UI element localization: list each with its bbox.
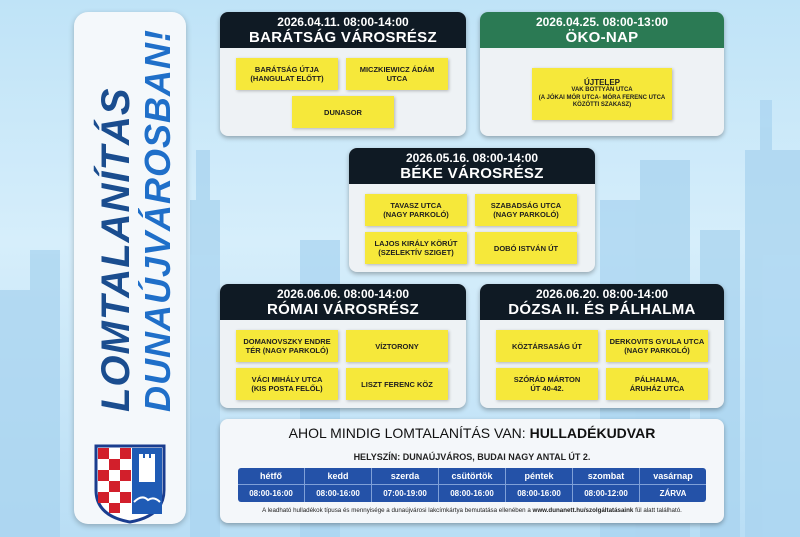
location-note: TAVASZ UTCA (NAGY PARKOLÓ): [365, 194, 467, 226]
location-note: VÍZTORONY: [346, 330, 448, 362]
event-card-dozsa-palhalma: [480, 284, 724, 408]
event-header: [480, 284, 724, 320]
city-crest-icon: [94, 444, 166, 524]
event-district: DÓZSA II. ÉS PÁLHALMA: [508, 300, 696, 318]
opening-hours-table: [238, 468, 706, 502]
waste-yard-location: HELYSZÍN: DUNAÚJVÁROS, BUDAI NAGY ANTAL ÚT 2.: [353, 452, 591, 462]
schedule-day: péntek 08:00-16:00: [506, 468, 573, 502]
event-district: RÓMAI VÁROSRÉSZ: [266, 300, 419, 318]
title-line-1: LOMTALANÍTÁS: [94, 87, 138, 412]
event-header: [349, 148, 595, 184]
location-note: LISZT FERENC KÖZ: [346, 368, 448, 400]
schedule-day: kedd 08:00-16:00: [305, 468, 372, 502]
location-note: VÁCI MIHÁLY UTCA (KIS POSTA FELŐL): [236, 368, 338, 400]
location-note: ÚJTELEP VAK BOTTYÁN UTCA (A JÓKAI MÓR UTCA- MÓRA FERENC UTCA KÖZÖTTI SZAKASZ): [532, 68, 672, 120]
location-note: DOMANOVSZKY ENDRE TÉR (NAGY PARKOLÓ): [236, 330, 338, 362]
event-district: ÖKO-NAP: [565, 28, 639, 46]
waste-yard-panel: [220, 419, 724, 523]
location-note: BARÁTSÁG ÚTJA (HANGULAT ELŐTT): [236, 58, 338, 90]
title-panel: [74, 12, 186, 524]
vertical-title: [80, 0, 192, 412]
services-link[interactable]: www.dunanett.hu/szolgáltatásaink: [532, 507, 634, 514]
location-note: LAJOS KIRÁLY KÖRÚT (SZELEKTÍV SZIGET): [365, 232, 467, 264]
location-note: MICZKIEWICZ ÁDÁM UTCA: [346, 58, 448, 90]
location-note: SZÓRÁD MÁRTON ÚT 40-42.: [496, 368, 598, 400]
event-date: 2026.06.06. 08:00-14:00: [276, 286, 410, 301]
schedule-day: szombat 08:00-12:00: [573, 468, 640, 502]
event-district: BARÁTSÁG VÁROSRÉSZ: [249, 28, 437, 46]
event-date: 2026.06.20. 08:00-14:00: [535, 286, 669, 301]
location-note: KÖZTÁRSASÁG ÚT: [496, 330, 598, 362]
event-header: [220, 12, 466, 48]
location-note: PÁLHALMA, ÁRUHÁZ UTCA: [606, 368, 708, 400]
location-note: SZABADSÁG UTCA (NAGY PARKOLÓ): [475, 194, 577, 226]
event-date: 2026.04.11. 08:00-14:00: [277, 14, 409, 29]
event-card-baratsag: [220, 12, 466, 136]
event-date: 2026.04.25. 08:00-13:00: [535, 14, 669, 29]
event-header: [220, 284, 466, 320]
event-card-beke: [349, 148, 595, 272]
footnote: A leadható hulladékok típusa és mennyisége a dunaújvárosi lakcímkártya bemutatása ellenében a www.dunanett.hu/szolgáltatásaink fül alatt található.: [262, 507, 682, 514]
waste-yard-title: AHOL MINDIG LOMTALANÍTÁS VAN: HULLADÉKUDVAR: [288, 425, 656, 441]
location-note: DOBÓ ISTVÁN ÚT: [475, 232, 577, 264]
event-header: [480, 12, 724, 48]
event-card-romai: [220, 284, 466, 408]
title-line-2: DUNAÚJVÁROSBAN!: [137, 28, 178, 412]
event-district: BÉKE VÁROSRÉSZ: [400, 164, 544, 182]
location-note: DERKOVITS GYULA UTCA (NAGY PARKOLÓ): [606, 330, 708, 362]
event-card-oko-nap: [480, 12, 724, 136]
schedule-day: hétfő 08:00-16:00: [238, 468, 305, 502]
location-note: DUNASOR: [292, 96, 394, 128]
schedule-day: vasárnap ZÁRVA: [640, 468, 706, 502]
event-date: 2026.05.16. 08:00-14:00: [405, 150, 539, 165]
schedule-day: csütörtök 08:00-16:00: [439, 468, 506, 502]
schedule-day: szerda 07:00-19:00: [372, 468, 439, 502]
